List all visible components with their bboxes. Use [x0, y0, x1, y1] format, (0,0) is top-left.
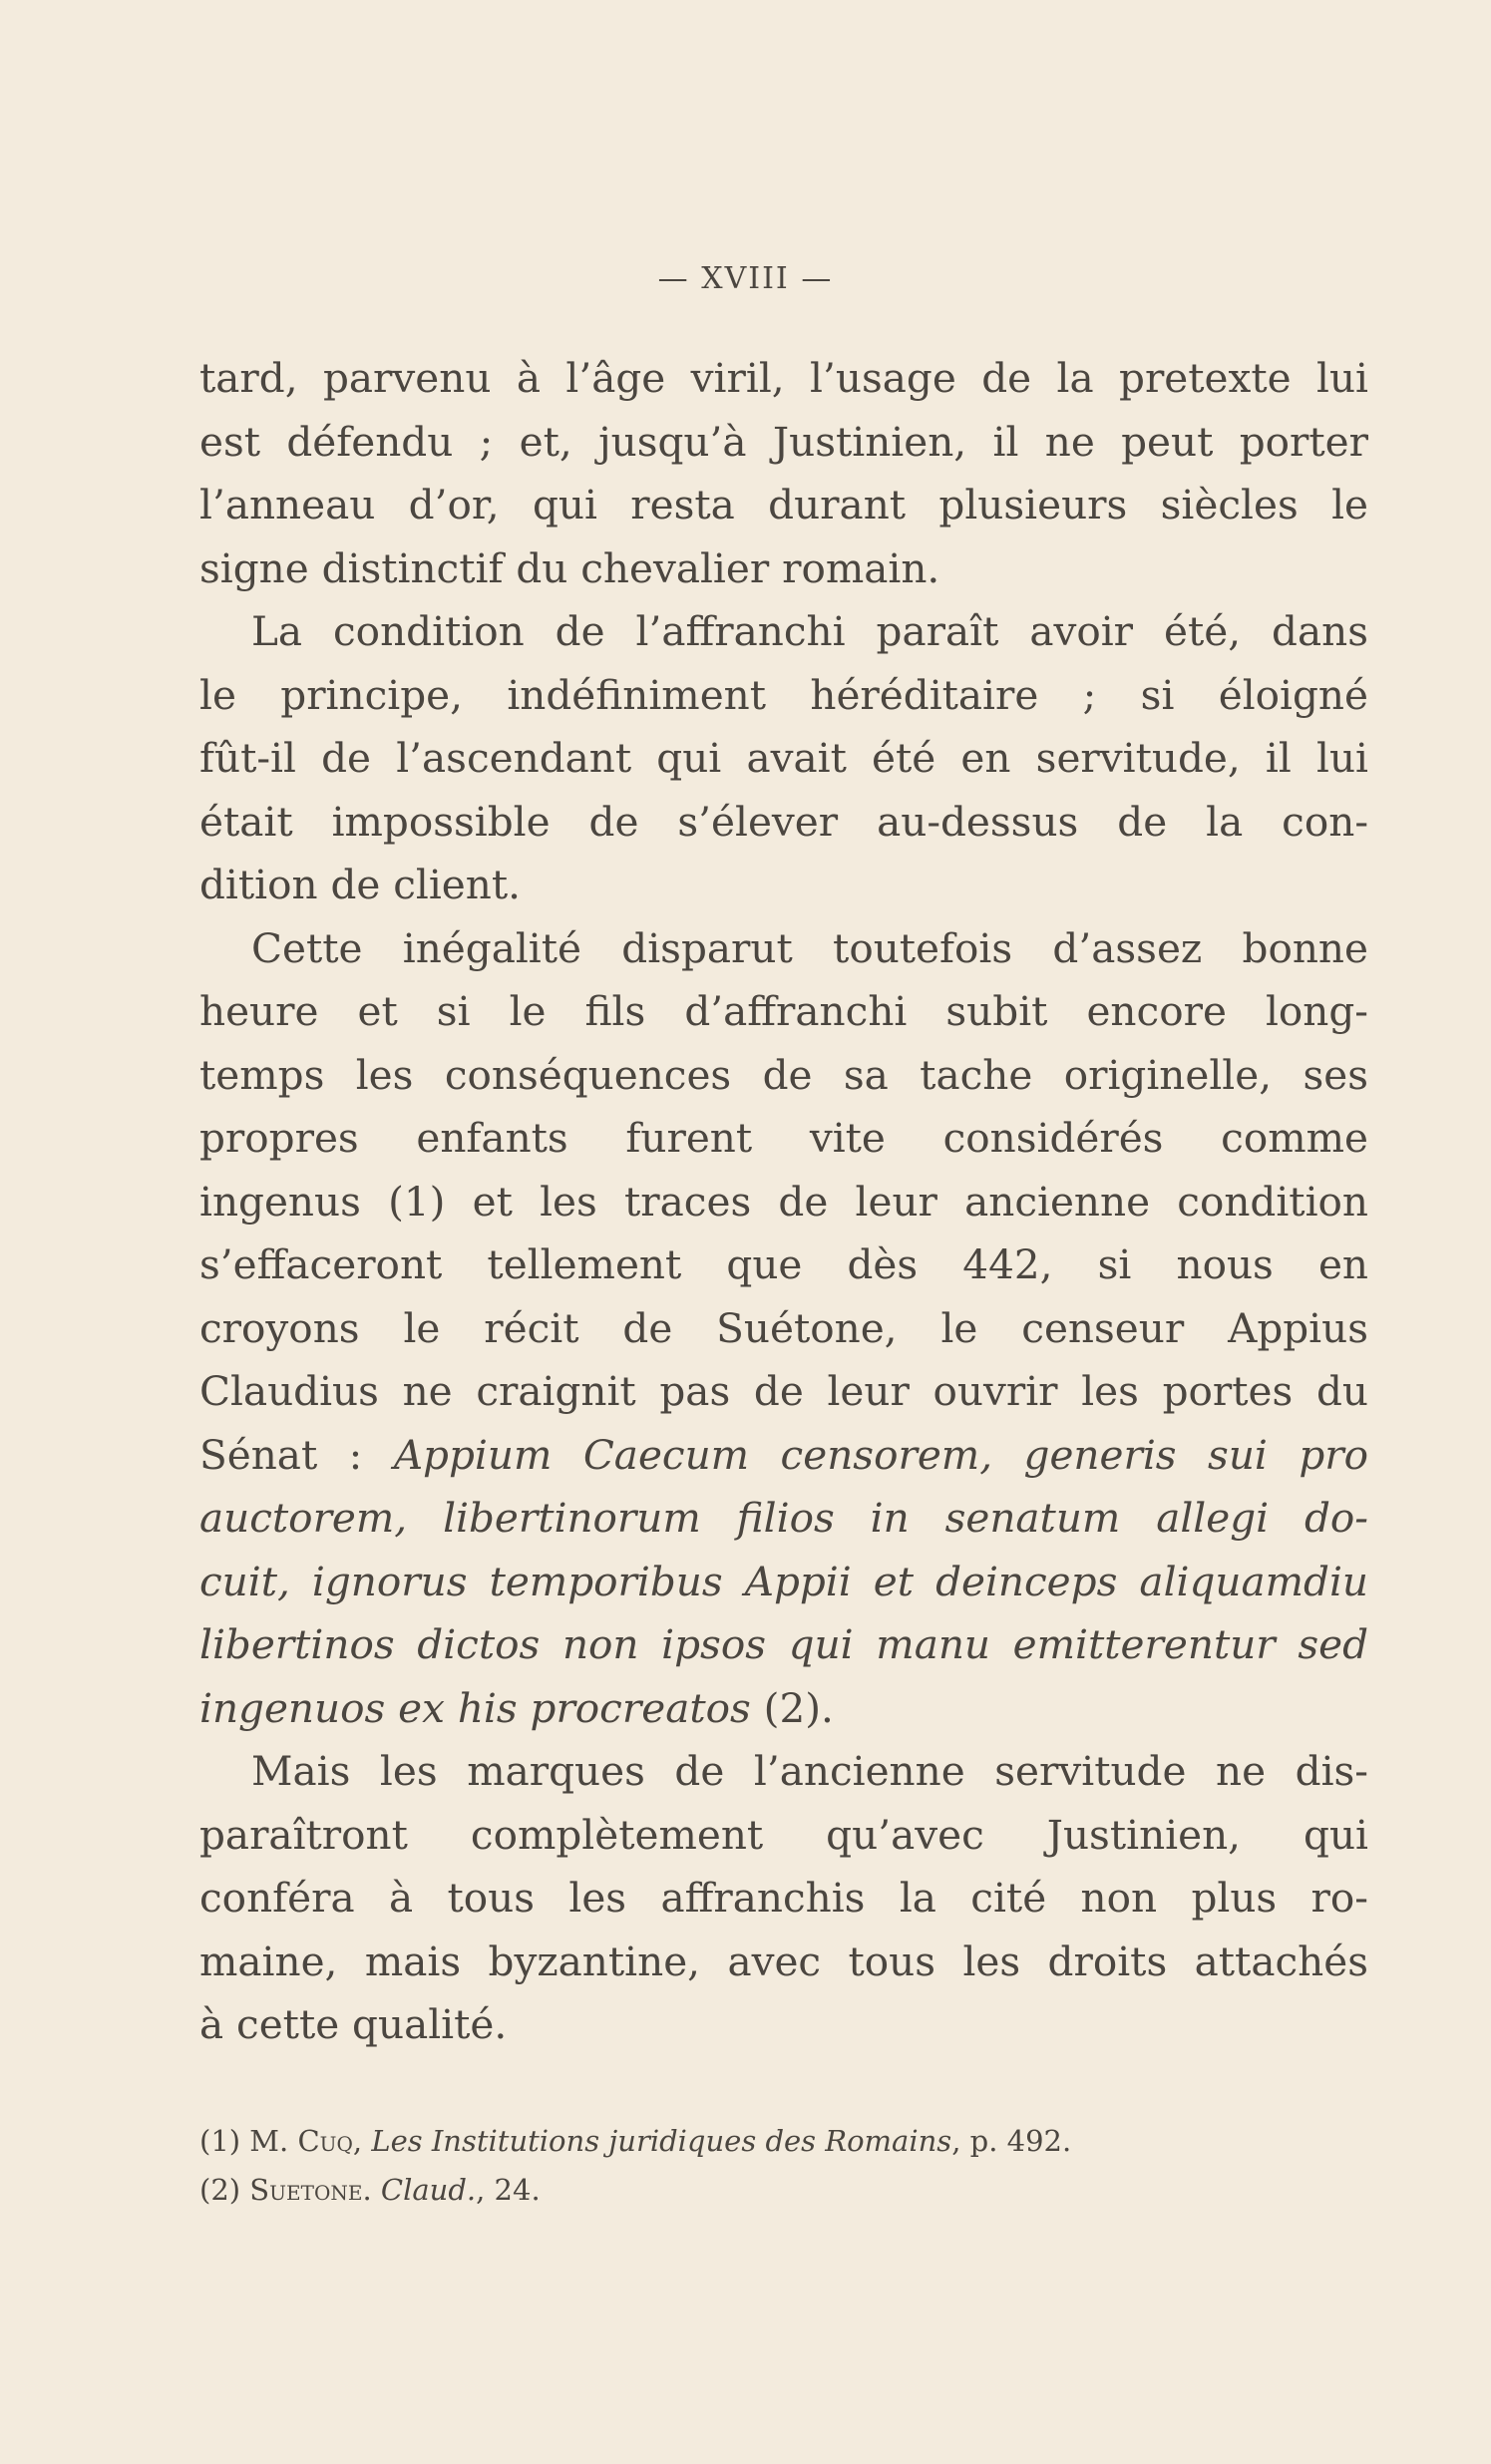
italic-text-segment: auctorem, libertinorum filios in senatum allegi do- [199, 1494, 1368, 1542]
text-segment: , [352, 2124, 372, 2158]
text-segment: Mais les marques de l’ancienne servitude ne dis- [251, 1747, 1368, 1795]
smallcaps-text-segment: Cuq [297, 2124, 353, 2158]
text-segment: propres enfants furent vite considérés comme [199, 1114, 1368, 1162]
text-line [199, 854, 1368, 917]
text-line [199, 347, 1368, 411]
italic-text-segment: Appium Caecum censorem, generis sui pro [393, 1430, 1368, 1479]
text-line [199, 1107, 1368, 1171]
text-line [199, 1551, 1368, 1614]
text-segment: , p. 492. [951, 2124, 1072, 2158]
paragraph [199, 347, 1368, 600]
text-segment: (1) M. [199, 2124, 298, 2158]
text-line [199, 917, 1368, 981]
text-line [199, 1867, 1368, 1931]
text-line [199, 1677, 1368, 1741]
text-segment: s’effaceront tellement que dès 442, si nous en [199, 1240, 1368, 1288]
text-segment: (2) [199, 2173, 250, 2207]
footnote [199, 2117, 1297, 2166]
paragraph [199, 917, 1368, 1741]
text-segment: Claudius ne craignit pas de leur ouvrir les portes du [199, 1367, 1368, 1415]
footnote [199, 2166, 1297, 2215]
text-segment: fût-il de l’ascendant qui avait été en servitude, il lui [199, 734, 1368, 782]
body-text [199, 347, 1368, 2057]
italic-text-segment: libertinos dictos non ipsos qui manu emitterentur sed [199, 1620, 1368, 1668]
text-segment: tard, parvenu à l’âge viril, l’usage de la pretexte lui [199, 354, 1368, 402]
text-segment: est défendu ; et, jusqu’à Justinien, il ne peut porter [199, 417, 1368, 466]
text-segment: à cette qualité. [199, 2000, 508, 2048]
text-segment: signe distinctif du chevalier romain. [199, 543, 940, 592]
text-line [199, 664, 1368, 728]
text-segment: était impossible de s’élever au-dessus de la con- [199, 797, 1368, 846]
text-segment: paraîtront complètement qu’avec Justinien, qui [199, 1810, 1368, 1859]
text-line [199, 1233, 1368, 1297]
text-segment: croyons le récit de Suétone, le censeur Appius [199, 1303, 1368, 1352]
text-segment: Cette inégalité disparut toutefois d’assez bonne [251, 923, 1368, 972]
text-segment: La condition de l’affranchi paraît avoir été, dans [251, 607, 1368, 655]
text-line [199, 411, 1368, 475]
text-segment: (2). [750, 1683, 834, 1732]
text-segment: maine, mais byzantine, avec tous les droits attachés [199, 1936, 1368, 1985]
text-line [199, 1044, 1368, 1108]
text-segment: , 24. [476, 2173, 541, 2207]
italic-text-segment: Les Institutions juridiques des Romains [371, 2124, 952, 2158]
paragraph [199, 600, 1368, 917]
text-line [199, 727, 1368, 791]
text-segment: l’anneau d’or, qui resta durant plusieurs siècles le [199, 481, 1368, 528]
text-line [199, 600, 1368, 664]
paragraph [199, 1740, 1368, 2057]
text-segment: dition de client. [199, 861, 522, 908]
text-segment: Sénat : [199, 1430, 394, 1479]
text-line [199, 791, 1368, 855]
text-line [199, 537, 1368, 601]
text-line [199, 1297, 1368, 1361]
text-line [199, 1424, 1368, 1488]
footnotes [199, 2117, 1297, 2215]
text-line [199, 1613, 1368, 1677]
text-segment: conféra à tous les affranchis la cité non plus ro- [199, 1874, 1368, 1922]
text-line [199, 1993, 1368, 2057]
text-line [199, 1487, 1368, 1551]
page-number-header: — XVIII — [657, 261, 834, 296]
text-line [199, 980, 1368, 1044]
text-segment: . [362, 2173, 381, 2207]
smallcaps-text-segment: Suetone [249, 2173, 363, 2207]
text-line [199, 1931, 1368, 1994]
text-segment: le principe, indéfiniment héréditaire ; si éloigné [199, 670, 1368, 719]
text-line [199, 1360, 1368, 1424]
italic-text-segment: cuit, ignorus temporibus Appii et deinceps aliquamdiu [199, 1557, 1368, 1605]
text-line [199, 1171, 1368, 1234]
text-segment: ingenus (1) et les traces de leur ancienne condition [199, 1177, 1368, 1226]
text-line [199, 474, 1368, 537]
text-segment: heure et si le fils d’affranchi subit encore long- [199, 987, 1368, 1035]
italic-text-segment: Claud. [380, 2173, 477, 2207]
italic-text-segment: ingenuos ex his procreatos [199, 1683, 751, 1732]
text-line [199, 1804, 1368, 1868]
text-segment: temps les conséquences de sa tache originelle, ses [199, 1050, 1368, 1099]
text-line [199, 1740, 1368, 1804]
